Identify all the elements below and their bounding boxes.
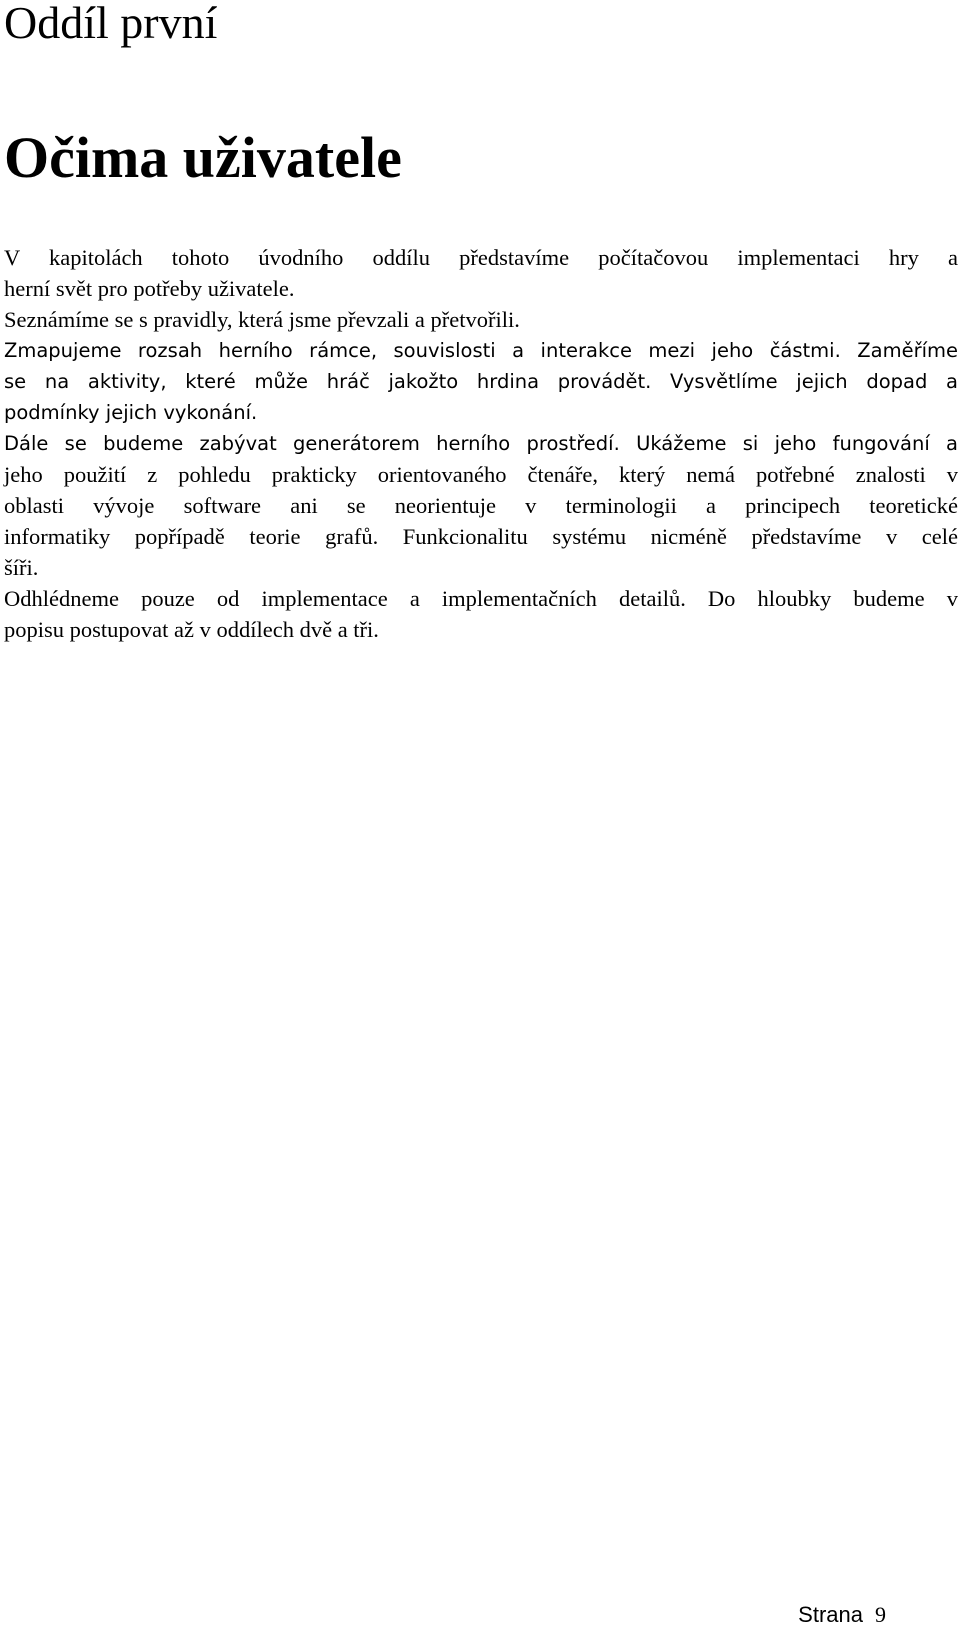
body-text: [4, 242, 958, 645]
text-line: Odhlédneme pouze od implementace a implementačních detailů. Do hloubky budeme v: [4, 586, 958, 611]
page-footer: [798, 1601, 886, 1629]
text-line: V kapitolách tohoto úvodního oddílu představíme počítačovou implementaci hry a: [4, 245, 958, 270]
chapter-title: Očima uživatele: [4, 125, 402, 190]
text-line: Dále se budeme zabývat generátorem herního prostředí. Ukážeme si jeho fungování a: [4, 432, 958, 455]
text-line: Seznámíme se s pravidly, která jsme převzali a přetvořili.: [4, 307, 520, 332]
text-line: podmínky jejich vykonání.: [4, 401, 258, 424]
page-label: Strana: [798, 1602, 863, 1627]
text-line: šíři.: [4, 555, 39, 580]
page-number: 9: [875, 1602, 886, 1627]
text-line: herní svět pro potřeby uživatele.: [4, 276, 295, 301]
part-title: Oddíl první: [4, 0, 218, 48]
text-line: se na aktivity, které může hráč jakožto hrdina provádět. Vysvětlíme jejich dopad a: [4, 370, 958, 393]
text-line: oblasti vývoje software ani se neorientuje v terminologii a principech teoretické: [4, 493, 958, 518]
text-line: jeho použití z pohledu prakticky orientovaného čtenáře, který nemá potřebné znalosti v: [4, 462, 958, 487]
text-line: informatiky popřípadě teorie grafů. Funkcionalitu systému nicméně představíme v celé: [4, 524, 958, 549]
text-line: Zmapujeme rozsah herního rámce, souvislosti a interakce mezi jeho částmi. Zaměříme: [4, 339, 958, 362]
text-line: popisu postupovat až v oddílech dvě a tři.: [4, 617, 379, 642]
